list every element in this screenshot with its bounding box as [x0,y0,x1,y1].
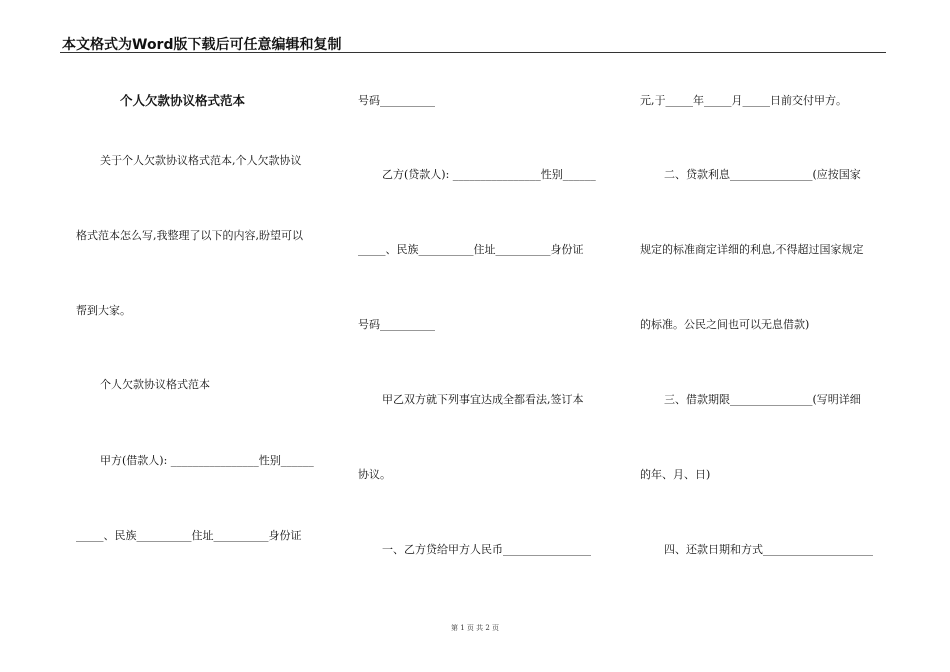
paragraph-line: 协议。 [358,468,391,481]
paragraph-line: 规定的标准商定详细的利息,不得超过国家规定 [640,243,864,256]
paragraph-line: 元,于_____年_____月_____日前交付甲方。 [640,94,847,107]
paragraph-line: _____、民族__________住址__________身份证 [358,243,584,256]
paragraph-line: 一、乙方贷给甲方人民币________________ [382,543,591,556]
paragraph-line: 的标准。公民之间也可以无息借款) [640,318,810,331]
paragraph-line: 号码__________ [358,94,435,107]
paragraph-line: 三、借款期限_______________(写明详细 [664,393,861,406]
paragraph-line: 的年、月、日) [640,468,711,481]
paragraph-line: 四、还款日期和方式____________________ [664,543,873,556]
section-heading: 个人欠款协议格式范本 [100,378,210,391]
paragraph-line: 甲方(借款人): ________________性别______ [100,454,314,467]
document-title: 个人欠款协议格式范本 [120,93,246,108]
paragraph-line: 格式范本怎么写,我整理了以下的内容,盼望可以 [76,229,303,242]
paragraph-line: _____、民族__________住址__________身份证 [76,529,302,542]
paragraph-line: 二、贷款利息_______________(应按国家 [664,168,861,181]
paragraph-line: 号码__________ [358,318,435,331]
paragraph-line: 乙方(贷款人): ________________性别______ [382,168,596,181]
document-header: 本文格式为Word版下载后可任意编辑和复制 [62,37,342,53]
header-divider [60,52,886,53]
paragraph-line: 甲乙双方就下列事宜达成全都看法,签订本 [382,393,584,406]
page-number: 第 1 页 共 2 页 [450,624,500,632]
paragraph-line: 关于个人欠款协议格式范本,个人欠款协议 [100,154,302,167]
paragraph-line: 帮到大家。 [76,304,131,317]
